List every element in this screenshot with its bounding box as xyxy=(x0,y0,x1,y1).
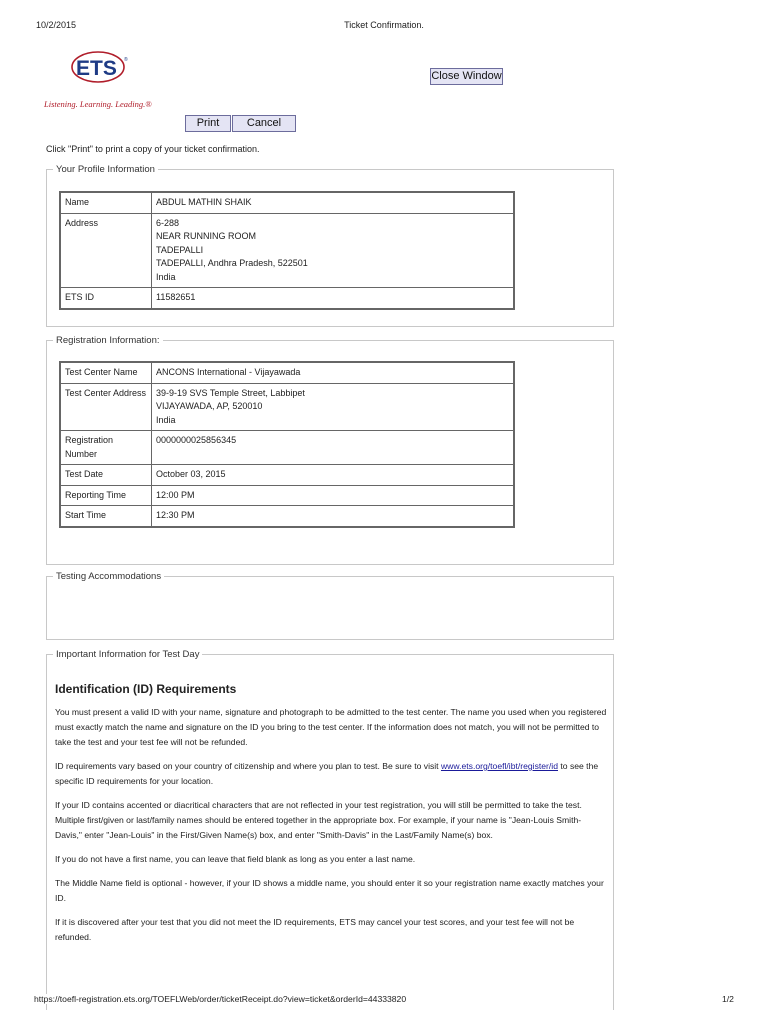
profile-value-line: India xyxy=(156,271,176,282)
registration-row xyxy=(60,383,514,431)
page-title: Ticket Confirmation. xyxy=(344,20,424,30)
accommodations-legend: Testing Accommodations xyxy=(56,571,162,582)
id-paragraph-6: If it is discovered after your test that you did not meet the ID requirements, ETS may cancel your test scores, and your test fee will not be refunded. xyxy=(55,917,575,942)
profile-value-line: 6-288 xyxy=(156,217,180,228)
profile-label: Address xyxy=(60,213,152,288)
svg-text:®: ® xyxy=(124,57,128,63)
profile-value-line: 11582651 xyxy=(156,292,196,302)
print-date: 10/2/2015 xyxy=(36,20,77,30)
registration-value xyxy=(152,465,515,486)
id-paragraph-2: ID requirements vary based on your country of citizenship and where you plan to test. Be sure to visit www.ets.org/toefl/ibt/register/id to see the specific ID requirements for your location. xyxy=(55,761,599,786)
registration-row xyxy=(60,485,514,506)
profile-value-line: NEAR RUNNING ROOM xyxy=(156,231,257,241)
registration-row xyxy=(60,431,514,465)
profile-row xyxy=(60,213,514,288)
profile-value-line: ABDUL MATHIN SHAIK xyxy=(156,197,252,207)
id-paragraph-4: If you do not have a first name, you can leave that field blank as long as you enter a last name. xyxy=(55,854,416,864)
logo-tagline: Listening. Learning. Leading.® xyxy=(44,99,152,109)
registration-value-line: VIJAYAWADA, AP, 520010 xyxy=(156,401,263,411)
print-instruction: Click "Print" to print a copy of your ticket confirmation. xyxy=(46,144,260,154)
registration-value xyxy=(152,383,515,431)
registration-value xyxy=(152,506,515,527)
profile-row xyxy=(60,192,514,213)
registration-label: Registration Number xyxy=(60,431,152,465)
registration-row xyxy=(60,506,514,527)
registration-value-line: 12:00 PM xyxy=(156,489,195,500)
id-paragraph-3: If your ID contains accented or diacritical characters that are not reflected in your test registration, you will still be permitted to take the test. Multiple first/given or last/family names should be entered together in the appropriate box. For example, if your name is "Jean-Louis Smith-Davis," enter "Jean-Louis" in the First/Given Name(s) box, and enter "Smith-Davis" in the Last/Family Name(s) box. xyxy=(55,800,582,840)
profile-table xyxy=(59,191,515,310)
registration-value-line: ANCONS International - Vijayawada xyxy=(156,367,301,377)
id-requirements-link[interactable]: www.ets.org/toefl/ibt/register/id xyxy=(440,761,558,771)
registration-value-line: 39-9-19 SVS Temple Street, Labbipet xyxy=(156,387,305,398)
registration-label: Test Center Name xyxy=(60,362,152,383)
print-footer-url: https://toefl-registration.ets.org/TOEFLWeb/order/ticketReceipt.do?view=ticket&orderId=44333820 xyxy=(34,994,410,1004)
registration-row xyxy=(60,362,514,383)
registration-value-line: October 03, 2015 xyxy=(156,469,226,479)
registration-value xyxy=(152,485,515,506)
id-paragraph-1: You must present a valid ID with your name, signature and photograph to be admitted to the test center. The name you used when you registered must exactly match the name and signature on the ID you bring to the test center. If the information does not match, you will not be permitted to take the test and your test fee will not be refunded. xyxy=(55,707,607,747)
ets-logo-mark xyxy=(44,50,134,90)
ets-logo xyxy=(44,50,152,109)
registration-label: Reporting Time xyxy=(60,485,152,506)
registration-row xyxy=(60,465,514,486)
profile-legend: Your Profile Information xyxy=(56,164,155,175)
registration-value xyxy=(152,431,515,465)
registration-value-line: India xyxy=(156,414,176,425)
registration-table xyxy=(59,361,515,528)
registration-value-line: 0000000025856345 xyxy=(156,435,237,445)
registration-label: Test Date xyxy=(60,465,152,486)
important-info-content xyxy=(55,682,607,954)
id-requirements-heading: Identification (ID) Requirements xyxy=(55,682,237,696)
close-window-button[interactable]: Close Window xyxy=(430,68,503,85)
accommodations-section xyxy=(46,571,614,640)
registration-label: Test Center Address xyxy=(60,383,152,431)
profile-value-line: TADEPALLI, Andhra Pradesh, 522501 xyxy=(156,258,308,268)
id-paragraph-5: The Middle Name field is optional - however, if your ID shows a middle name, you should enter it so your registration name exactly matches your ID. xyxy=(55,878,604,903)
profile-value xyxy=(152,288,515,309)
important-legend: Important Information for Test Day xyxy=(56,649,200,660)
profile-label: ETS ID xyxy=(60,288,152,309)
registration-value-line: 12:30 PM xyxy=(156,510,195,520)
cancel-button[interactable]: Cancel xyxy=(232,115,296,132)
print-button[interactable]: Print xyxy=(185,115,231,132)
profile-value-line: TADEPALLI xyxy=(156,244,204,255)
profile-row xyxy=(60,288,514,309)
logo-text: ETS xyxy=(76,57,117,80)
registration-value xyxy=(152,362,515,383)
profile-value xyxy=(152,213,515,288)
print-footer-page: 1/2 xyxy=(722,994,734,1004)
registration-legend: Registration Information: xyxy=(56,335,160,346)
profile-value xyxy=(152,192,515,213)
profile-label: Name xyxy=(60,192,152,213)
registration-label: Start Time xyxy=(60,506,152,527)
